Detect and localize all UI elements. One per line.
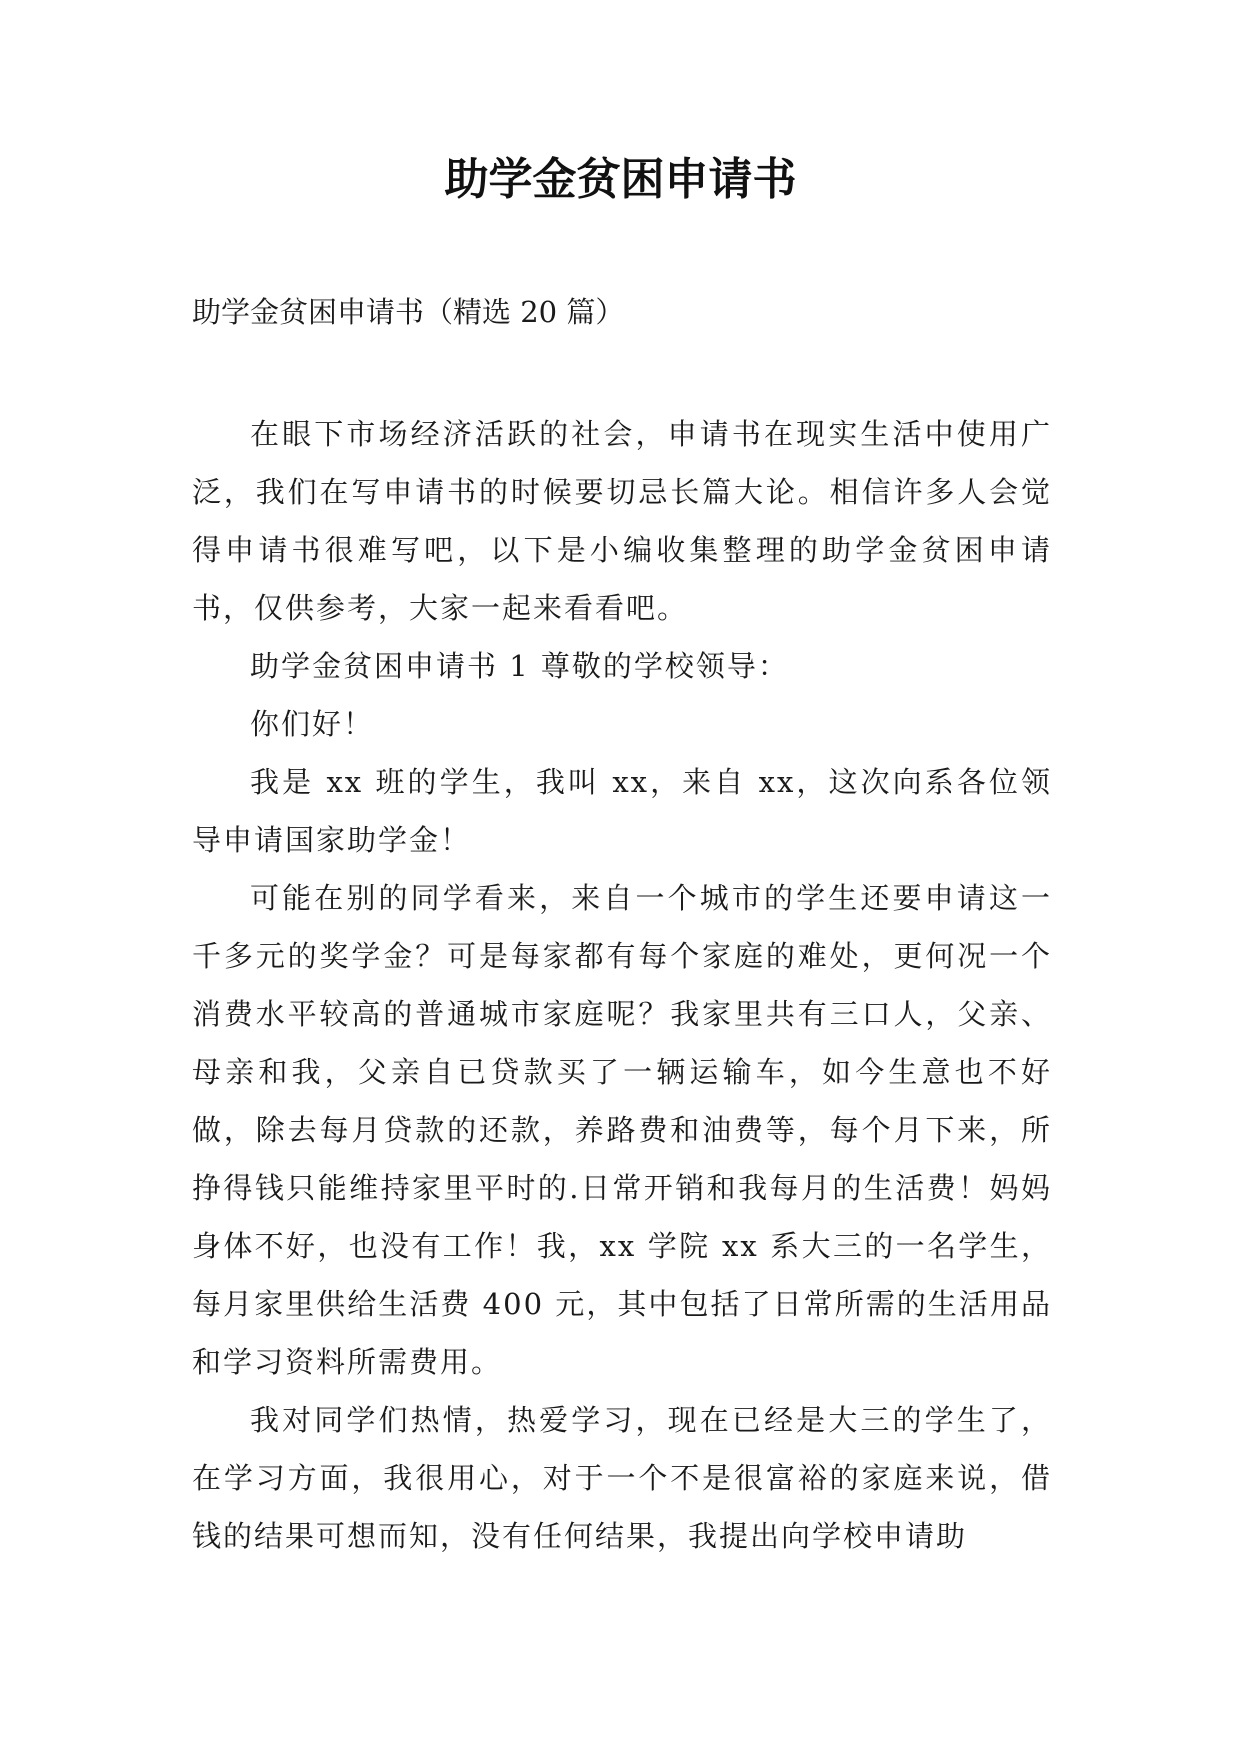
paragraph-family-situation: 可能在别的同学看来，来自一个城市的学生还要申请这一千多元的奖学金？可是每家都有每个家庭的难处，更何况一个消费水平较高的普通城市家庭呢？我家里共有三口人，父亲、母亲和我，父亲自已贷款买了一辆运输车，如今生意也不好做，除去每月贷款的还款，养路费和油费等，每个月下来，所挣得钱只能维持家里平时的.日常开销和我每月的生活费！妈妈身体不好，也没有工作！我，xx 学院 xx 系大三的一名学生，每月家里供给生活费 400 元，其中包括了日常所需的生活用品和学习资料所需费用。: [192, 881, 1052, 1379]
document-subtitle: 助学金贫困申请书（精选 20 篇）: [192, 295, 625, 329]
paragraph-study-attitude: 我对同学们热情，热爱学习，现在已经是大三的学生了，在学习方面，我很用心，对于一个不是很富裕的家庭来说，借钱的结果可想而知，没有任何结果，我提出向学校申请助: [192, 1403, 1052, 1553]
paragraph-greeting: 你们好！: [250, 707, 375, 741]
paragraph-intro: 在眼下市场经济活跃的社会，申请书在现实生活中使用广泛，我们在写申请书的时候要切忌长篇大论。相信许多人会觉得申请书很难写吧，以下是小编收集整理的助学金贫困申请书，仅供参考，大家一起来看看吧。: [192, 417, 1052, 625]
document-body: [192, 405, 1052, 1565]
paragraph-self-introduction: 我是 xx 班的学生，我叫 xx，来自 xx，这次向系各位领导申请国家助学金！: [192, 765, 1052, 857]
document-title: 助学金贫困申请书: [444, 154, 797, 205]
paragraph-salutation: 助学金贫困申请书 1 尊敬的学校领导：: [250, 649, 789, 683]
